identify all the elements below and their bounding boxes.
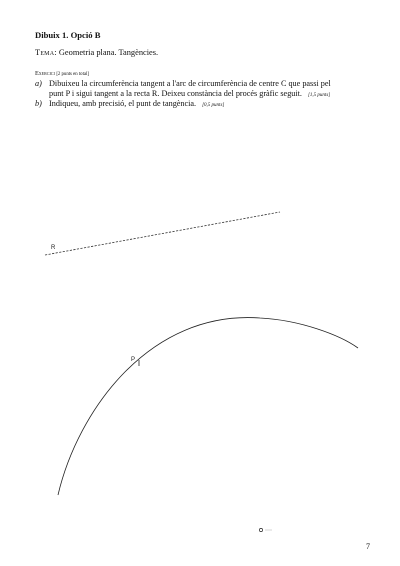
point-p-label: P [131, 357, 136, 363]
page-number: 7 [366, 542, 370, 551]
item-text-line1: Indiqueu, amb precisió, el punt de tangència. [49, 99, 197, 108]
page-title: Dibuix 1. Opció B [35, 30, 101, 40]
line-r [45, 212, 280, 255]
item-letter: a) [35, 79, 42, 88]
topic-label: Tema: [35, 48, 57, 57]
item-text-line2: punt P i sigui tangent a la recta R. Deixeu constància del procés gràfic seguit. [49, 88, 302, 98]
item-text-line1: Dibuixeu la circumferència tangent a l'arc de circumferència de centre C que passi pel [49, 79, 331, 88]
item-letter: b) [35, 99, 42, 108]
circle-arc [58, 318, 358, 495]
topic-text: Geometria plana. Tangències. [58, 48, 159, 57]
item-points: [0,5 punts] [202, 103, 225, 108]
item-points: [1,5 punts] [307, 92, 331, 98]
line-r-label: R [51, 245, 56, 251]
exercise-points-note: [2 punts en total] [56, 72, 89, 77]
exercise-label: Exercici [35, 70, 55, 77]
